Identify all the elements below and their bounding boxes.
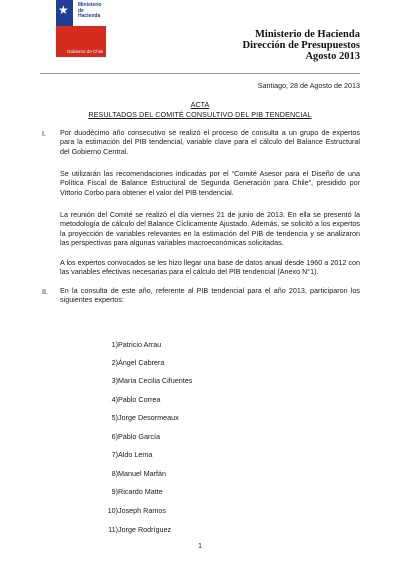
ministry-name: Ministerio de Hacienda [255,29,360,40]
list-item: 5) Jorge Desormeaux [111,413,179,422]
paragraph-3: La reunión del Comité se realizó el día viernes 21 de junio de 2013. En ella se presentó la metodología de cálculo del Balance Cíclicamente Ajustado. Además, se solicitó a los expertos la proyección de variables relevantes en la estimación del PIB de tendencia y se analizaron las perspectivas para algunas variables macroeconómicas solicitadas. [60,210,360,247]
paragraph-5: En la consulta de este año, referente al PIB tendencial para el año 2013, participaron los siguientes expertos: [60,286,360,305]
logo-subtitle: Gobierno de Chile [67,49,104,54]
page-number: 1 [198,541,202,550]
paragraph-2: Se utilizarán las recomendaciones indicadas por el “Comité Asesor para el Diseño de una Política Fiscal de Balance Estructural de Segunda Generación para Chile”, presidido por Vittorio Corbo para obtener el valor del PIB tendencial. [60,169,360,197]
star-icon: ★ [58,3,69,17]
list-item: 3) María Cecilia Cifuentes [111,376,193,385]
list-item: 4) Pablo Correa [111,395,161,404]
header-date: Agosto 2013 [305,51,360,62]
document-title: ACTA [190,100,210,109]
list-item: 1) Patricio Arrau [111,340,162,349]
logo-text: Ministerio de Hacienda [78,2,102,19]
paragraph-4: A los expertos convocados se les hizo llegar una base de datos anual desde 1960 a 2012 con las variables efectivas necesarias para el cálculo del PIB tendencial (Anexo N°1). [60,258,360,277]
list-item: 6) Pablo García [111,432,160,441]
directorate-name: Dirección de Presupuestos [242,40,360,51]
list-item: 8) Manuel Marfán [111,469,166,478]
header-divider [40,73,360,74]
ministry-header [243,29,360,62]
list-item: 9) Ricardo Matte [111,487,163,496]
list-item: 7) Aldo Lema [111,450,153,459]
list-item: 10) Joseph Ramos [107,506,166,515]
section-label-1: I. [42,129,46,138]
document-date: Santiago, 28 de Agosto de 2013 [257,81,360,90]
gobierno-de-chile-logo [56,0,106,57]
section-label-2: II. [42,287,48,296]
list-item: 11) Jorge Rodríguez [108,525,172,534]
document-subtitle: RESULTADOS DEL COMITÉ CONSULTIVO DEL PIB TENDENCIAL [88,110,312,119]
paragraph-1: Por duodécimo año consecutivo se realizó el proceso de consulta a un grupo de expertos para la estimación del PIB tendencial, variable clave para el cálculo del Balance Estructural del Gobierno Central. [60,128,360,156]
list-item: 2) Ángel Cabrera [111,358,165,367]
